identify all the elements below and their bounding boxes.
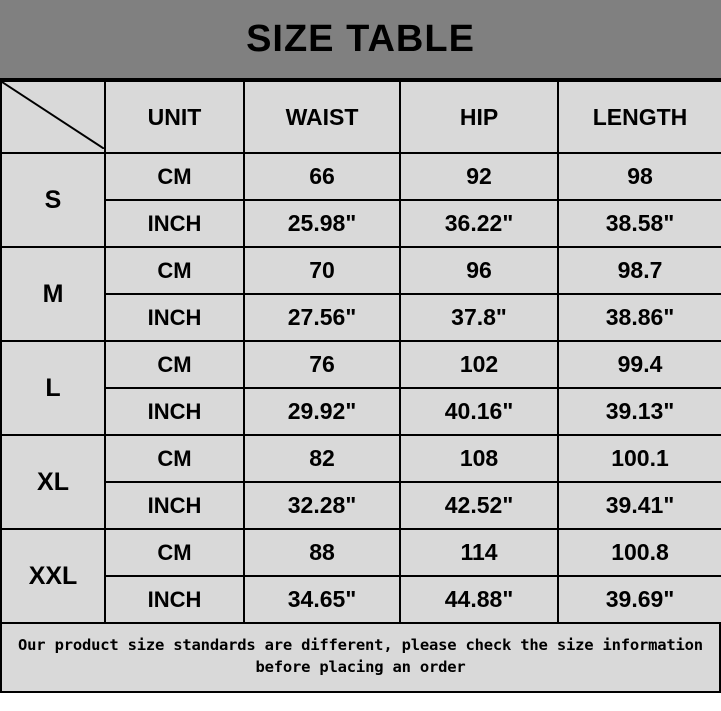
unit-label-cm: CM [105,341,244,388]
column-header-unit: UNIT [105,81,244,153]
cell-xl-inch-hip: 42.52" [400,482,558,529]
cell-m-cm-waist: 70 [244,247,400,294]
size-label-m: M [1,247,105,341]
column-header-length: LENGTH [558,81,721,153]
cell-xxl-inch-waist: 34.65" [244,576,400,623]
unit-label-inch: INCH [105,576,244,623]
diagonal-slash-icon [2,82,104,149]
column-header-hip: HIP [400,81,558,153]
cell-xl-cm-waist: 82 [244,435,400,482]
cell-xl-cm-length: 100.1 [558,435,721,482]
cell-l-inch-hip: 40.16" [400,388,558,435]
table-row [1,482,721,529]
table-row [1,247,721,294]
page-title-bar [0,0,721,80]
table-row [1,576,721,623]
unit-label-cm: CM [105,247,244,294]
corner-cell [1,81,105,153]
cell-s-cm-hip: 92 [400,153,558,200]
cell-xxl-cm-hip: 114 [400,529,558,576]
cell-l-inch-waist: 29.92" [244,388,400,435]
cell-l-inch-length: 39.13" [558,388,721,435]
cell-xxl-inch-hip: 44.88" [400,576,558,623]
table-header-row [1,81,721,153]
unit-label-inch: INCH [105,388,244,435]
footer-strip [0,693,721,711]
unit-label-inch: INCH [105,482,244,529]
cell-m-inch-waist: 27.56" [244,294,400,341]
cell-l-cm-hip: 102 [400,341,558,388]
cell-xxl-cm-waist: 88 [244,529,400,576]
size-label-l: L [1,341,105,435]
size-table [0,80,721,624]
cell-m-cm-length: 98.7 [558,247,721,294]
unit-label-inch: INCH [105,200,244,247]
size-note-line-2: before placing an order [255,658,466,677]
unit-label-cm: CM [105,153,244,200]
cell-xl-cm-hip: 108 [400,435,558,482]
table-row [1,529,721,576]
table-row [1,200,721,247]
cell-s-cm-length: 98 [558,153,721,200]
cell-l-cm-length: 99.4 [558,341,721,388]
cell-xxl-inch-length: 39.69" [558,576,721,623]
unit-label-inch: INCH [105,294,244,341]
cell-m-inch-length: 38.86" [558,294,721,341]
cell-xl-inch-length: 39.41" [558,482,721,529]
unit-label-cm: CM [105,529,244,576]
table-row [1,294,721,341]
table-row [1,435,721,482]
cell-xxl-cm-length: 100.8 [558,529,721,576]
column-header-waist: WAIST [244,81,400,153]
table-row [1,388,721,435]
size-label-s: S [1,153,105,247]
table-row [1,153,721,200]
cell-s-cm-waist: 66 [244,153,400,200]
cell-xl-inch-waist: 32.28" [244,482,400,529]
cell-s-inch-hip: 36.22" [400,200,558,247]
cell-s-inch-length: 38.58" [558,200,721,247]
size-note [0,624,721,693]
cell-m-inch-hip: 37.8" [400,294,558,341]
table-row [1,341,721,388]
page-title: SIZE TABLE [246,17,475,60]
unit-label-cm: CM [105,435,244,482]
size-label-xl: XL [1,435,105,529]
size-label-xxl: XXL [1,529,105,623]
size-note-line-1: Our product size standards are different, please check the size information [18,636,703,654]
cell-l-cm-waist: 76 [244,341,400,388]
cell-m-cm-hip: 96 [400,247,558,294]
cell-s-inch-waist: 25.98" [244,200,400,247]
